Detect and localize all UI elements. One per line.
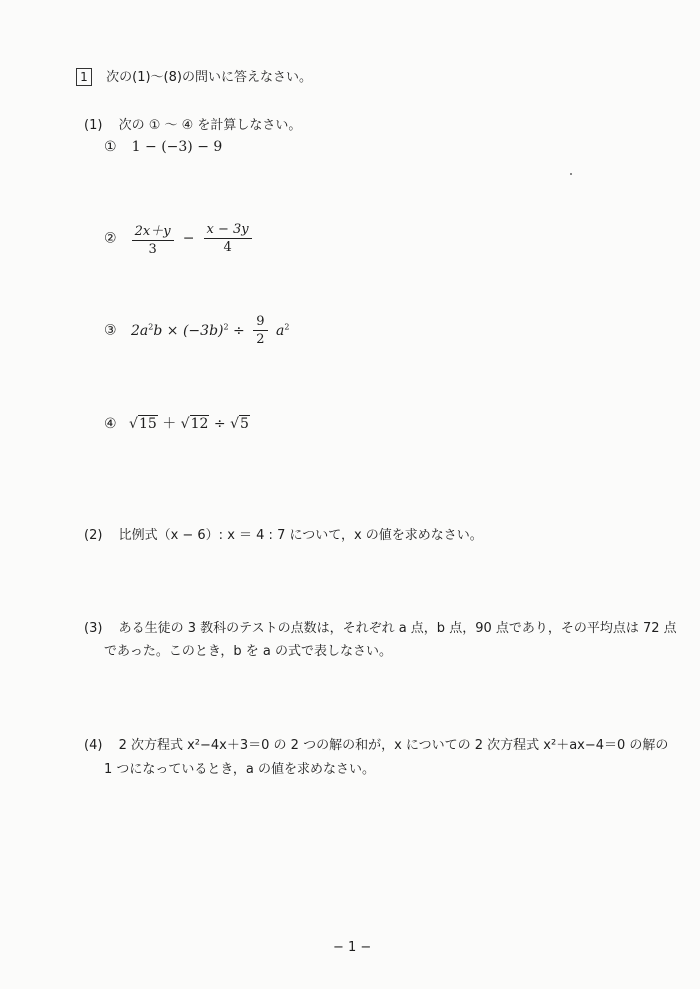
term-1-body-exponent: 2 bbox=[223, 322, 229, 332]
sqrt-1: √15 bbox=[129, 416, 157, 432]
question-4-continuation bbox=[104, 758, 375, 777]
question-1-text: 次の ① ～ ④ を計算しなさい。 bbox=[118, 118, 302, 133]
question-2-label: (2) bbox=[84, 528, 103, 543]
sqrt-1-radicand: 15 bbox=[138, 416, 157, 432]
term-1-body: b × (−3b) bbox=[153, 322, 224, 339]
division-sign: ÷ bbox=[213, 416, 226, 432]
question-4-line-2: 1 つになっているとき，a の値を求めなさい。 bbox=[104, 762, 375, 777]
question-1 bbox=[84, 114, 301, 133]
q1-item-3-fraction bbox=[253, 314, 267, 347]
problem-instruction: 次の(1)～(8)の問いに答えなさい。 bbox=[106, 70, 312, 85]
question-3-line-2: であった。このとき，b を a の式で表しなさい。 bbox=[104, 644, 392, 659]
question-4 bbox=[84, 734, 668, 753]
stray-mark bbox=[570, 173, 572, 175]
question-3-line-1: ある生徒の 3 教科のテストの点数は，それぞれ a 点，b 点，90 点であり，その平均点は 72 点 bbox=[118, 621, 677, 636]
sqrt-3: √5 bbox=[230, 416, 249, 432]
fraction-denominator: 2 bbox=[256, 332, 265, 347]
q1-item-2-fraction-2 bbox=[204, 222, 252, 255]
problem-header bbox=[76, 66, 312, 86]
question-1-label: (1) bbox=[84, 118, 103, 133]
q1-item-3-marker: ③ bbox=[104, 322, 117, 339]
question-3-label: (3) bbox=[84, 621, 103, 636]
plus-sign: ＋ bbox=[162, 416, 177, 432]
question-2-text: 比例式（x − 6）: x ＝ 4 : 7 について，x の値を求めなさい。 bbox=[118, 528, 483, 543]
fraction-1-denominator: 3 bbox=[148, 242, 157, 257]
q1-item-4-marker: ④ bbox=[104, 416, 117, 432]
sqrt-2-radicand: 12 bbox=[190, 416, 209, 432]
question-2 bbox=[84, 524, 483, 543]
fraction-numerator: 9 bbox=[253, 314, 267, 331]
q1-item-2-fraction-1 bbox=[132, 220, 174, 257]
q1-item-2 bbox=[104, 220, 256, 257]
q1-item-4 bbox=[104, 413, 250, 433]
term-1-exponent: 2 bbox=[148, 322, 154, 332]
q1-item-1-expression: 1 − (−3) − 9 bbox=[131, 139, 223, 155]
term-2-exponent: 2 bbox=[284, 322, 290, 332]
division-sign: ÷ bbox=[233, 322, 245, 339]
fraction-2-denominator: 4 bbox=[223, 240, 232, 255]
question-3-continuation bbox=[104, 640, 392, 659]
q1-item-1 bbox=[104, 136, 222, 155]
q1-item-1-marker: ① bbox=[104, 139, 117, 155]
term-2-base: a bbox=[275, 322, 285, 339]
question-4-label: (4) bbox=[84, 738, 103, 753]
question-3 bbox=[84, 617, 677, 636]
page-number: − 1 − bbox=[333, 940, 372, 955]
sqrt-3-radicand: 5 bbox=[239, 416, 249, 432]
fraction-1-numerator: 2x＋y bbox=[132, 220, 174, 241]
q1-item-4-expression bbox=[129, 416, 250, 432]
question-4-line-1: 2 次方程式 x²−4x＋3＝0 の 2 つの解の和が，x についての 2 次方程式 x²＋ax−4＝0 の解の bbox=[118, 738, 669, 753]
fraction-2-numerator: x − 3y bbox=[204, 222, 252, 239]
q1-item-3 bbox=[104, 314, 289, 347]
q1-item-3-term-1 bbox=[131, 323, 245, 339]
q1-item-2-operator: − bbox=[182, 230, 195, 247]
q1-item-3-term-2 bbox=[276, 323, 289, 339]
term-1-base: 2a bbox=[131, 322, 149, 339]
problem-number-box: 1 bbox=[76, 68, 92, 86]
sqrt-2: √12 bbox=[180, 416, 209, 432]
q1-item-2-marker: ② bbox=[104, 230, 117, 247]
